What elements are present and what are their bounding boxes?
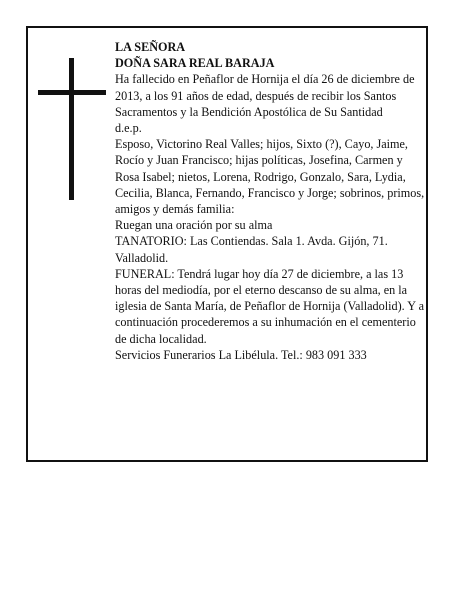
cross-vertical-bar xyxy=(69,58,74,200)
death-announcement: Ha fallecido en Peñaflor de Hornija el día 26 de diciembre de 2013, a los 91 años de edad, después de recibir los Santos Sacramentos y la Bendición Apostólica de Su Santidad xyxy=(115,72,415,119)
obituary-notice xyxy=(26,26,428,462)
cross-horizontal-bar xyxy=(38,90,106,95)
funeral-info: FUNERAL: Tendrá lugar hoy día 27 de diciembre, a las 13 horas del mediodía, por el eterno descanso de su alma, en la iglesia de Santa María, de Peñaflor de Hornija (Valladolid). Y a continuación procederemos a su inhumación en el cementerio de dicha localidad. xyxy=(115,266,425,346)
obituary-text xyxy=(115,39,425,363)
deceased-name: DOÑA SARA REAL BARAJA xyxy=(115,56,275,71)
obituary-title: LA SEÑORA xyxy=(115,40,186,54)
funeral-services-contact: Servicios Funerarios La Libélula. Tel.: 983 091 333 xyxy=(115,347,367,362)
family-list: Esposo, Victorino Real Valles; hijos, Sixto (?), Cayo, Jaime, Rocío y Juan Francisco; hijas políticas, Josefina, Carmen y Rosa Isabel; nietos, Lorena, Rodrigo, Gonzalo, Sara, Lydia, Cecilia, Blanca, Fernando, Francisco y Jorge; sobrinos, primos, amigos y demás familia: xyxy=(115,137,425,217)
tanatorio-info: TANATORIO: Las Contiendas. Sala 1. Avda. Gijón, 71. Valladolid. xyxy=(115,234,388,265)
prayer-request: Ruegan una oración por su alma xyxy=(115,218,273,233)
rest-in-peace: d.e.p. xyxy=(115,121,142,136)
